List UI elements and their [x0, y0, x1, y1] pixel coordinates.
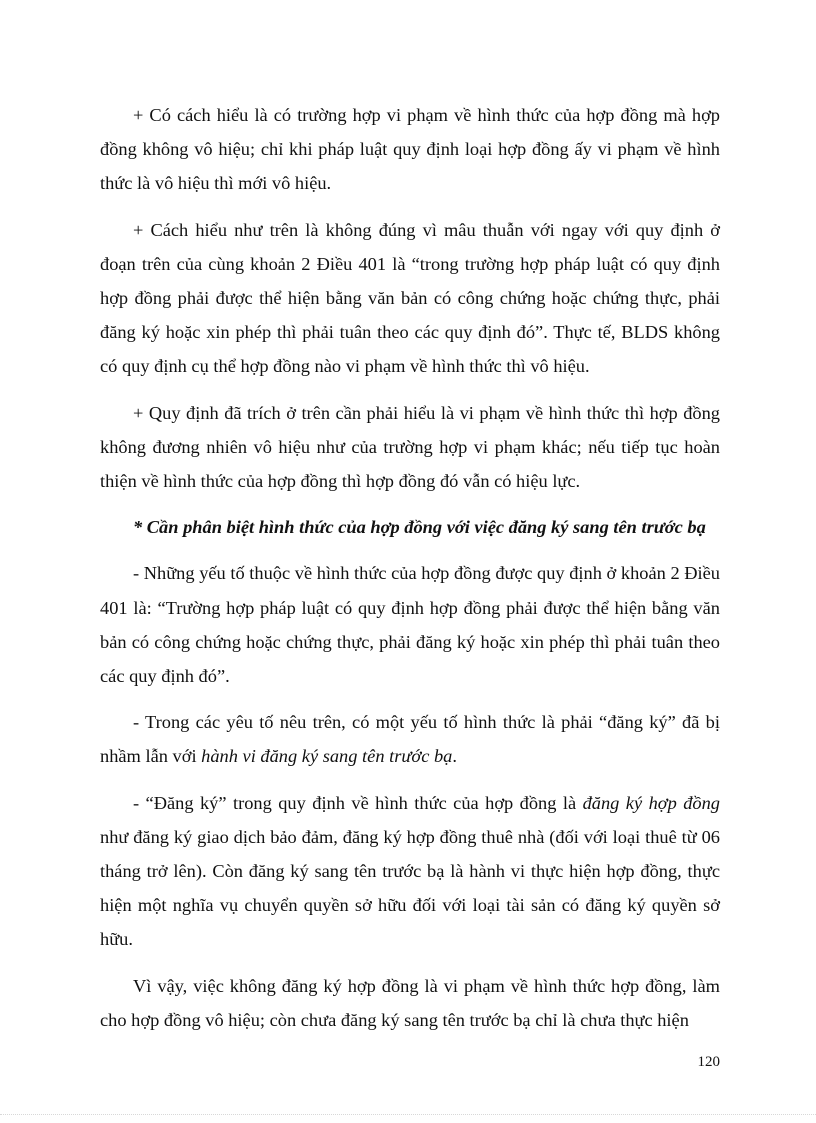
paragraph-text: - “Đăng ký” trong quy định về hình thức của hợp đồng là — [133, 792, 583, 813]
heading-text: * Cần phân biệt hình thức của hợp đồng với việc đăng ký sang tên trước bạ — [133, 517, 706, 538]
paragraph-text: + Có cách hiểu là có trường hợp vi phạm về hình thức của hợp đồng mà hợp đồng không vô hiệu; chỉ khi pháp luật quy định loại hợp đồng ấy vi phạm về hình thức là vô hiệu thì mới vô hiệu. — [100, 105, 720, 194]
paragraph-text: + Quy định đã trích ở trên cần phải hiểu là vi phạm về hình thức thì hợp đồng không đương nhiên vô hiệu như của trường hợp vi phạm khác; nếu tiếp tục hoàn thiện về hình thức của hợp đồng thì hợp đồng đó vẫn có hiệu lực. — [100, 402, 720, 492]
paragraph-7 — [100, 786, 720, 957]
italic-term: hành vi đăng ký sang tên trước bạ — [201, 746, 453, 767]
paragraph-5 — [100, 556, 720, 693]
page-bottom-divider — [0, 1114, 816, 1115]
italic-term: đăng ký hợp đồng — [582, 792, 720, 813]
paragraph-2 — [100, 213, 720, 384]
paragraph-1 — [100, 98, 720, 201]
paragraph-8 — [100, 969, 720, 1037]
page-number: 120 — [697, 1054, 720, 1070]
paragraph-text: - Những yếu tố thuộc về hình thức của hợp đồng được quy định ở khoản 2 Điều 401 là: “Trường hợp pháp luật có quy định hợp đồng phải được thể hiện bằng văn bản có công chứng hoặc chứng thực, phải đăng ký hoặc xin phép thì phải tuân theo các quy định đó”. — [100, 563, 720, 687]
paragraph-text: - Trong các yêu tố nêu trên, có một yếu tố hình thức là phải “đăng ký” đã bị nhầm lẫn với — [100, 712, 720, 767]
paragraph-text: như đăng ký giao dịch bảo đảm, đăng ký hợp đồng thuê nhà (đối với loại thuê từ 06 tháng trở lên). Còn đăng ký sang tên trước bạ là hành vi thực hiện hợp đồng, thực hiện một nghĩa vụ chuyển quyền sở hữu đối với loại tài sản có đăng ký quyền sở hữu. — [100, 826, 720, 950]
paragraph-text: . — [452, 746, 457, 767]
paragraph-text: Vì vậy, việc không đăng ký hợp đồng là vi phạm về hình thức hợp đồng, làm cho hợp đồng vô hiệu; còn chưa đăng ký sang tên trước bạ chỉ là chưa thực hiện — [100, 975, 720, 1030]
section-heading — [100, 510, 720, 544]
paragraph-3 — [100, 396, 720, 499]
body-text — [100, 98, 720, 1049]
paragraph-text: + Cách hiểu như trên là không đúng vì mâu thuẫn với ngay với quy định ở đoạn trên của cùng khoản 2 Điều 401 là “trong trường hợp pháp luật có quy định hợp đồng phải được thể hiện bằng văn bản có công chứng hoặc chứng thực, phải đăng ký hoặc xin phép thì phải tuân theo các quy định đó”. Thực tế, BLDS không có quy định cụ thể hợp đồng nào vi phạm về hình thức thì vô hiệu. — [100, 219, 720, 377]
paragraph-6 — [100, 705, 720, 773]
